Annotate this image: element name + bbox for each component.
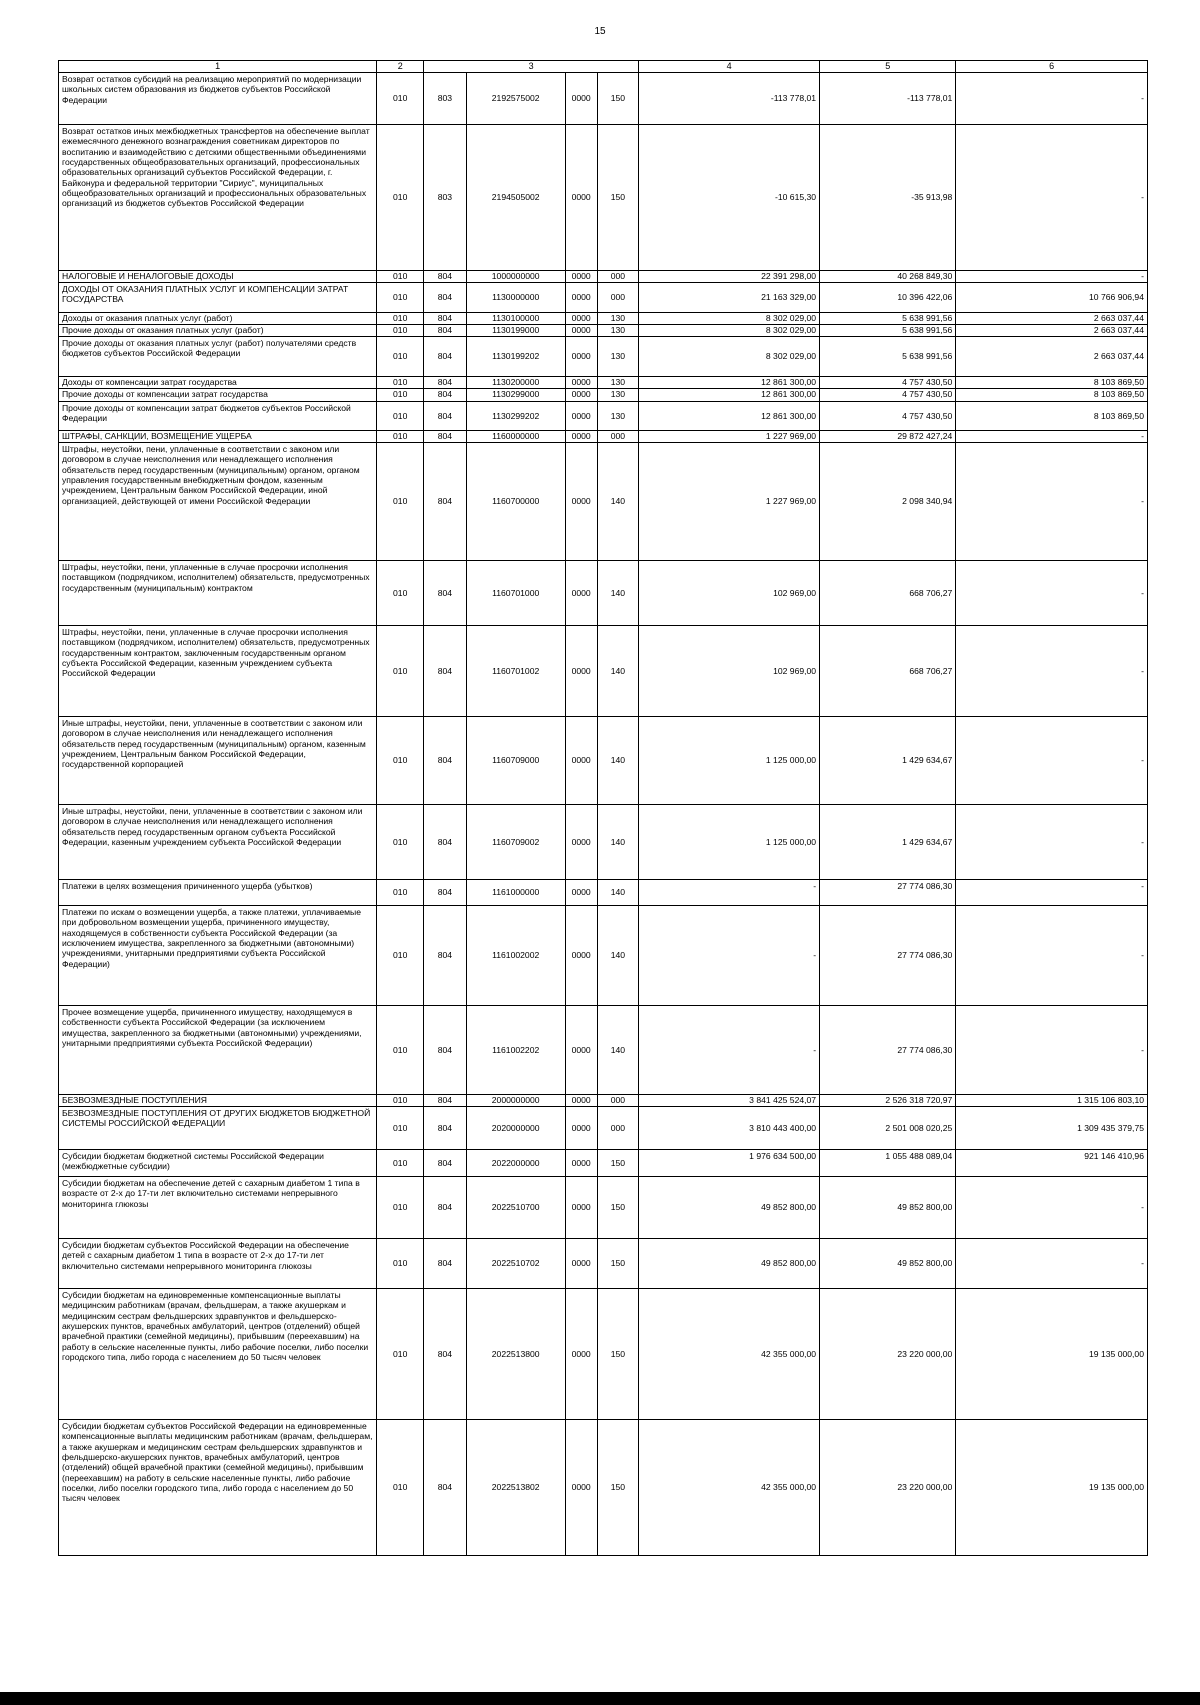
row-approved-value: 12 861 300,00: [639, 377, 820, 389]
row-income-code: 1161002002: [466, 906, 565, 1006]
row-program-code: 0000: [565, 313, 597, 325]
table-row: [59, 906, 1148, 1006]
row-approved-value: 42 355 000,00: [639, 1420, 820, 1556]
row-executed-value: 27 774 086,30: [820, 906, 956, 1006]
row-kind-code: 150: [597, 1239, 639, 1289]
row-unexecuted-value: 2 663 037,44: [956, 313, 1148, 325]
row-program-code: 0000: [565, 402, 597, 431]
row-kind-code: 140: [597, 717, 639, 805]
row-admin-code: 804: [424, 1150, 467, 1177]
row-name: Субсидии бюджетам на единовременные компенсационные выплаты медицинским работникам (врачам, фельдшерам, а также акушеркам и медицинским сестрам фельдшерских здравпунктов и фельдшерско-акушерских пунктов, врачебных амбулаторий, центров (отделений) общей врачебной практики (семейной медицины), прибывшим (переехавшим) на работу в сельские населенные пункты, либо рабочие поселки, либо поселки городского типа, либо города с населением до 50 тысяч человек: [59, 1289, 377, 1420]
row-line-code: 010: [377, 1095, 424, 1107]
row-admin-code: 804: [424, 325, 467, 337]
row-approved-value: 1 227 969,00: [639, 431, 820, 443]
row-admin-code: 804: [424, 906, 467, 1006]
row-income-code: 1160700000: [466, 443, 565, 561]
row-program-code: 0000: [565, 717, 597, 805]
row-approved-value: 1 976 634 500,00: [639, 1150, 820, 1177]
row-program-code: 0000: [565, 1150, 597, 1177]
row-unexecuted-value: 8 103 869,50: [956, 389, 1148, 402]
row-program-code: 0000: [565, 1107, 597, 1150]
row-unexecuted-value: -: [956, 717, 1148, 805]
row-executed-value: 2 098 340,94: [820, 443, 956, 561]
row-kind-code: 130: [597, 377, 639, 389]
row-admin-code: 804: [424, 561, 467, 626]
row-income-code: 1160709002: [466, 805, 565, 880]
row-approved-value: 3 810 443 400,00: [639, 1107, 820, 1150]
row-name: БЕЗВОЗМЕЗДНЫЕ ПОСТУПЛЕНИЯ: [59, 1095, 377, 1107]
row-line-code: 010: [377, 1239, 424, 1289]
row-admin-code: 804: [424, 805, 467, 880]
row-kind-code: 140: [597, 1006, 639, 1095]
row-executed-value: -35 913,98: [820, 125, 956, 271]
row-income-code: 2022513802: [466, 1420, 565, 1556]
row-line-code: 010: [377, 271, 424, 283]
row-admin-code: 804: [424, 377, 467, 389]
row-line-code: 010: [377, 283, 424, 313]
row-line-code: 010: [377, 337, 424, 377]
row-name: ШТРАФЫ, САНКЦИИ, ВОЗМЕЩЕНИЕ УЩЕРБА: [59, 431, 377, 443]
row-line-code: 010: [377, 561, 424, 626]
row-line-code: 010: [377, 1289, 424, 1420]
row-income-code: 2022510700: [466, 1177, 565, 1239]
row-kind-code: 130: [597, 402, 639, 431]
row-income-code: 2022513800: [466, 1289, 565, 1420]
table-row: [59, 402, 1148, 431]
row-approved-value: 49 852 800,00: [639, 1177, 820, 1239]
row-program-code: 0000: [565, 125, 597, 271]
row-line-code: 010: [377, 626, 424, 717]
row-executed-value: 2 526 318 720,97: [820, 1095, 956, 1107]
row-approved-value: 1 125 000,00: [639, 805, 820, 880]
row-name: Платежи в целях возмещения причиненного ущерба (убытков): [59, 880, 377, 906]
row-program-code: 0000: [565, 377, 597, 389]
row-admin-code: 804: [424, 1006, 467, 1095]
row-income-code: 1130299000: [466, 389, 565, 402]
row-admin-code: 804: [424, 1107, 467, 1150]
row-name: Прочие доходы от компенсации затрат государства: [59, 389, 377, 402]
table-row: [59, 1239, 1148, 1289]
row-admin-code: 804: [424, 1420, 467, 1556]
row-program-code: 0000: [565, 1177, 597, 1239]
row-kind-code: 140: [597, 443, 639, 561]
row-approved-value: 1 227 969,00: [639, 443, 820, 561]
row-unexecuted-value: 921 146 410,96: [956, 1150, 1148, 1177]
row-admin-code: 804: [424, 1239, 467, 1289]
row-approved-value: 21 163 329,00: [639, 283, 820, 313]
row-unexecuted-value: -: [956, 880, 1148, 906]
row-admin-code: 804: [424, 1289, 467, 1420]
row-approved-value: 102 969,00: [639, 561, 820, 626]
row-kind-code: 000: [597, 1107, 639, 1150]
row-approved-value: -: [639, 1006, 820, 1095]
row-name: Штрафы, неустойки, пени, уплаченные в соответствии с законом или договором в случае неисполнения или ненадлежащего исполнения обязательств перед государственным (муниципальным) органом, органом управления государственным внебюджетным фондом, казенным учреждением, Центральным банком Российской Федерации, иной организацией, действующей от имени Российской Федерации: [59, 443, 377, 561]
row-unexecuted-value: -: [956, 1177, 1148, 1239]
row-program-code: 0000: [565, 1006, 597, 1095]
row-kind-code: 140: [597, 906, 639, 1006]
row-admin-code: 804: [424, 402, 467, 431]
column-number-2: 2: [377, 61, 424, 73]
row-approved-value: 8 302 029,00: [639, 325, 820, 337]
row-executed-value: 29 872 427,24: [820, 431, 956, 443]
column-number-3: 3: [424, 61, 639, 73]
row-income-code: 1130299202: [466, 402, 565, 431]
table-row: [59, 1107, 1148, 1150]
row-income-code: 1130200000: [466, 377, 565, 389]
row-line-code: 010: [377, 377, 424, 389]
row-line-code: 010: [377, 402, 424, 431]
row-income-code: 1161000000: [466, 880, 565, 906]
row-admin-code: 804: [424, 1177, 467, 1239]
row-approved-value: 8 302 029,00: [639, 313, 820, 325]
table-row: [59, 443, 1148, 561]
row-approved-value: 12 861 300,00: [639, 389, 820, 402]
row-executed-value: 49 852 800,00: [820, 1239, 956, 1289]
row-line-code: 010: [377, 880, 424, 906]
row-line-code: 010: [377, 431, 424, 443]
row-kind-code: 150: [597, 1177, 639, 1239]
table-row: [59, 1095, 1148, 1107]
row-program-code: 0000: [565, 325, 597, 337]
table-row: [59, 561, 1148, 626]
table-row: [59, 805, 1148, 880]
row-income-code: 2192575002: [466, 73, 565, 125]
row-line-code: 010: [377, 1006, 424, 1095]
row-executed-value: 23 220 000,00: [820, 1289, 956, 1420]
row-executed-value: 1 429 634,67: [820, 717, 956, 805]
row-unexecuted-value: -: [956, 125, 1148, 271]
row-program-code: 0000: [565, 1289, 597, 1420]
row-program-code: 0000: [565, 431, 597, 443]
row-executed-value: 23 220 000,00: [820, 1420, 956, 1556]
row-name: НАЛОГОВЫЕ И НЕНАЛОГОВЫЕ ДОХОДЫ: [59, 271, 377, 283]
table-row: [59, 325, 1148, 337]
table-row: [59, 1006, 1148, 1095]
row-income-code: 2022000000: [466, 1150, 565, 1177]
row-executed-value: 4 757 430,50: [820, 389, 956, 402]
table-row: [59, 125, 1148, 271]
row-name: Возврат остатков иных межбюджетных трансфертов на обеспечение выплат ежемесячного денежного вознаграждения советникам директоров по воспитанию и взаимодействию с детскими общественными объединениями государственных общеобразовательных организаций, профессиональных образовательных организаций субъектов Российской Федерации, г. Байконура и федеральной территории "Сириус", муниципальных общеобразовательных организаций и профессиональных образовательных организаций из бюджетов субъектов Российской Федерации: [59, 125, 377, 271]
row-income-code: 1160701002: [466, 626, 565, 717]
row-income-code: 2194505002: [466, 125, 565, 271]
row-executed-value: 5 638 991,56: [820, 325, 956, 337]
row-name: Прочие доходы от оказания платных услуг (работ): [59, 325, 377, 337]
row-kind-code: 150: [597, 1289, 639, 1420]
row-line-code: 010: [377, 325, 424, 337]
row-name: Прочее возмещение ущерба, причиненного имуществу, находящемуся в собственности субъекта Российской Федерации (за исключением имущества, закрепленного за бюджетными (автономными) учреждениями, унитарными предприятиями субъекта Российской Федерации): [59, 1006, 377, 1095]
row-income-code: 2020000000: [466, 1107, 565, 1150]
row-kind-code: 000: [597, 271, 639, 283]
row-admin-code: 804: [424, 626, 467, 717]
row-income-code: 1130199000: [466, 325, 565, 337]
row-line-code: 010: [377, 1177, 424, 1239]
row-executed-value: 5 638 991,56: [820, 337, 956, 377]
table-row: [59, 626, 1148, 717]
row-approved-value: -10 615,30: [639, 125, 820, 271]
row-line-code: 010: [377, 125, 424, 271]
row-approved-value: 22 391 298,00: [639, 271, 820, 283]
budget-table: [58, 60, 1148, 1556]
table-row: [59, 389, 1148, 402]
row-name: Субсидии бюджетам бюджетной системы Российской Федерации (межбюджетные субсидии): [59, 1150, 377, 1177]
row-name: Доходы от компенсации затрат государства: [59, 377, 377, 389]
row-unexecuted-value: 8 103 869,50: [956, 377, 1148, 389]
row-unexecuted-value: -: [956, 906, 1148, 1006]
row-kind-code: 150: [597, 73, 639, 125]
row-program-code: 0000: [565, 906, 597, 1006]
row-name: Прочие доходы от оказания платных услуг (работ) получателями средств бюджетов субъектов Российской Федерации: [59, 337, 377, 377]
row-income-code: 1160000000: [466, 431, 565, 443]
row-approved-value: -: [639, 880, 820, 906]
row-kind-code: 150: [597, 125, 639, 271]
row-line-code: 010: [377, 1150, 424, 1177]
row-executed-value: 4 757 430,50: [820, 402, 956, 431]
row-income-code: 2022510702: [466, 1239, 565, 1289]
row-kind-code: 130: [597, 313, 639, 325]
row-name: ДОХОДЫ ОТ ОКАЗАНИЯ ПЛАТНЫХ УСЛУГ И КОМПЕНСАЦИИ ЗАТРАТ ГОСУДАРСТВА: [59, 283, 377, 313]
row-approved-value: 8 302 029,00: [639, 337, 820, 377]
row-unexecuted-value: -: [956, 626, 1148, 717]
row-executed-value: 1 429 634,67: [820, 805, 956, 880]
row-name: Иные штрафы, неустойки, пени, уплаченные в соответствии с законом или договором в случае неисполнения или ненадлежащего исполнения обязательств перед государственным (муниципальным) органом, казенным учреждением, Центральным банком Российской Федерации, государственной корпорацией: [59, 717, 377, 805]
row-line-code: 010: [377, 805, 424, 880]
row-executed-value: 27 774 086,30: [820, 1006, 956, 1095]
row-unexecuted-value: 1 309 435 379,75: [956, 1107, 1148, 1150]
row-kind-code: 130: [597, 389, 639, 402]
row-executed-value: 5 638 991,56: [820, 313, 956, 325]
row-unexecuted-value: -: [956, 561, 1148, 626]
row-executed-value: 4 757 430,50: [820, 377, 956, 389]
row-executed-value: 1 055 488 089,04: [820, 1150, 956, 1177]
row-approved-value: -113 778,01: [639, 73, 820, 125]
row-admin-code: 804: [424, 313, 467, 325]
row-income-code: 1160701000: [466, 561, 565, 626]
row-program-code: 0000: [565, 1420, 597, 1556]
row-name: Субсидии бюджетам на обеспечение детей с сахарным диабетом 1 типа в возрасте от 2-х до 17-ти лет включительно системами непрерывного мониторинга глюкозы: [59, 1177, 377, 1239]
row-admin-code: 804: [424, 717, 467, 805]
row-income-code: 1130000000: [466, 283, 565, 313]
row-name: Доходы от оказания платных услуг (работ): [59, 313, 377, 325]
row-name: Субсидии бюджетам субъектов Российской Федерации на единовременные компенсационные выплаты медицинским работникам (врачам, фельдшерам, а также акушеркам и медицинским сестрам фельдшерских здравпунктов и фельдшерско-акушерских пунктов, врачебных амбулаторий, центров (отделений) общей врачебной практики (семейной медицины), прибывшим (переехавшим) на работу в сельские населенные пункты, либо рабочие поселки, либо поселки городского типа, либо города с населением до 50 тысяч человек: [59, 1420, 377, 1556]
row-program-code: 0000: [565, 1239, 597, 1289]
row-executed-value: 668 706,27: [820, 561, 956, 626]
table-row: [59, 1420, 1148, 1556]
row-admin-code: 804: [424, 443, 467, 561]
row-line-code: 010: [377, 906, 424, 1006]
row-unexecuted-value: -: [956, 805, 1148, 880]
row-program-code: 0000: [565, 389, 597, 402]
row-kind-code: 130: [597, 337, 639, 377]
row-approved-value: 42 355 000,00: [639, 1289, 820, 1420]
row-income-code: 1160709000: [466, 717, 565, 805]
row-line-code: 010: [377, 443, 424, 561]
row-income-code: 2000000000: [466, 1095, 565, 1107]
row-kind-code: 150: [597, 1150, 639, 1177]
row-unexecuted-value: 2 663 037,44: [956, 337, 1148, 377]
table-row: [59, 1289, 1148, 1420]
row-name: Платежи по искам о возмещении ущерба, а также платежи, уплачиваемые при добровольном возмещении ущерба, причиненного имуществу, находящемуся в собственности субъекта Российской Федерации (за исключением имущества, закрепленного за бюджетными (автономными) учреждениями, унитарными предприятиями субъекта Российской Федерации): [59, 906, 377, 1006]
row-executed-value: 49 852 800,00: [820, 1177, 956, 1239]
column-number-5: 5: [820, 61, 956, 73]
row-line-code: 010: [377, 389, 424, 402]
table-row: [59, 73, 1148, 125]
row-line-code: 010: [377, 1107, 424, 1150]
row-kind-code: 140: [597, 805, 639, 880]
row-kind-code: 140: [597, 880, 639, 906]
row-unexecuted-value: 8 103 869,50: [956, 402, 1148, 431]
column-numbers-row: [59, 61, 1148, 73]
row-executed-value: 668 706,27: [820, 626, 956, 717]
row-unexecuted-value: 19 135 000,00: [956, 1420, 1148, 1556]
row-line-code: 010: [377, 313, 424, 325]
row-kind-code: 000: [597, 431, 639, 443]
row-executed-value: 40 268 849,30: [820, 271, 956, 283]
row-line-code: 010: [377, 717, 424, 805]
row-unexecuted-value: -: [956, 1239, 1148, 1289]
row-admin-code: 804: [424, 880, 467, 906]
row-program-code: 0000: [565, 73, 597, 125]
table-row: [59, 271, 1148, 283]
column-number-4: 4: [639, 61, 820, 73]
row-admin-code: 804: [424, 283, 467, 313]
row-executed-value: -113 778,01: [820, 73, 956, 125]
row-admin-code: 803: [424, 125, 467, 271]
table-row: [59, 1177, 1148, 1239]
row-income-code: 1130199202: [466, 337, 565, 377]
table-row: [59, 717, 1148, 805]
row-unexecuted-value: -: [956, 73, 1148, 125]
row-kind-code: 140: [597, 626, 639, 717]
table-row: [59, 880, 1148, 906]
row-program-code: 0000: [565, 337, 597, 377]
row-approved-value: 49 852 800,00: [639, 1239, 820, 1289]
row-executed-value: 10 396 422,06: [820, 283, 956, 313]
table-row: [59, 337, 1148, 377]
row-kind-code: 140: [597, 561, 639, 626]
table-row: [59, 313, 1148, 325]
row-program-code: 0000: [565, 805, 597, 880]
row-income-code: 1161002202: [466, 1006, 565, 1095]
row-approved-value: 102 969,00: [639, 626, 820, 717]
row-name: Штрафы, неустойки, пени, уплаченные в случае просрочки исполнения поставщиком (подрядчиком, исполнителем) обязательств, предусмотренных государственным (муниципальным) контрактом: [59, 561, 377, 626]
row-program-code: 0000: [565, 561, 597, 626]
column-number-1: 1: [59, 61, 377, 73]
row-admin-code: 803: [424, 73, 467, 125]
row-admin-code: 804: [424, 271, 467, 283]
row-income-code: 1000000000: [466, 271, 565, 283]
table-row: [59, 1150, 1148, 1177]
row-name: БЕЗВОЗМЕЗДНЫЕ ПОСТУПЛЕНИЯ ОТ ДРУГИХ БЮДЖЕТОВ БЮДЖЕТНОЙ СИСТЕМЫ РОССИЙСКОЙ ФЕДЕРАЦИИ: [59, 1107, 377, 1150]
row-approved-value: 12 861 300,00: [639, 402, 820, 431]
row-admin-code: 804: [424, 1095, 467, 1107]
row-executed-value: 27 774 086,30: [820, 880, 956, 906]
row-kind-code: 000: [597, 1095, 639, 1107]
table-row: [59, 283, 1148, 313]
row-unexecuted-value: -: [956, 1006, 1148, 1095]
table-row: [59, 431, 1148, 443]
row-unexecuted-value: 2 663 037,44: [956, 325, 1148, 337]
row-program-code: 0000: [565, 880, 597, 906]
row-unexecuted-value: -: [956, 431, 1148, 443]
row-name: Субсидии бюджетам субъектов Российской Федерации на обеспечение детей с сахарным диабетом 1 типа в возрасте от 2-х до 17-ти лет включительно системами непрерывного мониторинга глюкозы: [59, 1239, 377, 1289]
row-admin-code: 804: [424, 431, 467, 443]
row-approved-value: -: [639, 906, 820, 1006]
row-program-code: 0000: [565, 283, 597, 313]
row-line-code: 010: [377, 73, 424, 125]
row-name: Иные штрафы, неустойки, пени, уплаченные в соответствии с законом или договором в случае неисполнения или ненадлежащего исполнения обязательств перед государственным органом субъекта Российской Федерации, казенным учреждением субъекта Российской Федерации: [59, 805, 377, 880]
row-program-code: 0000: [565, 1095, 597, 1107]
row-program-code: 0000: [565, 626, 597, 717]
row-kind-code: 150: [597, 1420, 639, 1556]
row-admin-code: 804: [424, 337, 467, 377]
table-row: [59, 377, 1148, 389]
row-unexecuted-value: 10 766 906,94: [956, 283, 1148, 313]
row-name: Возврат остатков субсидий на реализацию мероприятий по модернизации школьных систем образования из бюджетов субъектов Российской Федерации: [59, 73, 377, 125]
column-number-6: 6: [956, 61, 1148, 73]
row-unexecuted-value: 1 315 106 803,10: [956, 1095, 1148, 1107]
row-unexecuted-value: 19 135 000,00: [956, 1289, 1148, 1420]
row-unexecuted-value: -: [956, 271, 1148, 283]
row-program-code: 0000: [565, 443, 597, 561]
row-executed-value: 2 501 008 020,25: [820, 1107, 956, 1150]
row-program-code: 0000: [565, 271, 597, 283]
row-line-code: 010: [377, 1420, 424, 1556]
row-kind-code: 130: [597, 325, 639, 337]
row-kind-code: 000: [597, 283, 639, 313]
page-number: 15: [594, 26, 606, 37]
row-unexecuted-value: -: [956, 443, 1148, 561]
row-approved-value: 3 841 425 524,07: [639, 1095, 820, 1107]
row-admin-code: 804: [424, 389, 467, 402]
row-name: Штрафы, неустойки, пени, уплаченные в случае просрочки исполнения поставщиком (подрядчиком, исполнителем) обязательств, предусмотренных государственным контрактом, заключенным государственным органом субъекта Российской Федерации, казенным учреждением субъекта Российской Федерации: [59, 626, 377, 717]
row-income-code: 1130100000: [466, 313, 565, 325]
scan-bottom-edge: [0, 1692, 1200, 1705]
row-name: Прочие доходы от компенсации затрат бюджетов субъектов Российской Федерации: [59, 402, 377, 431]
row-approved-value: 1 125 000,00: [639, 717, 820, 805]
